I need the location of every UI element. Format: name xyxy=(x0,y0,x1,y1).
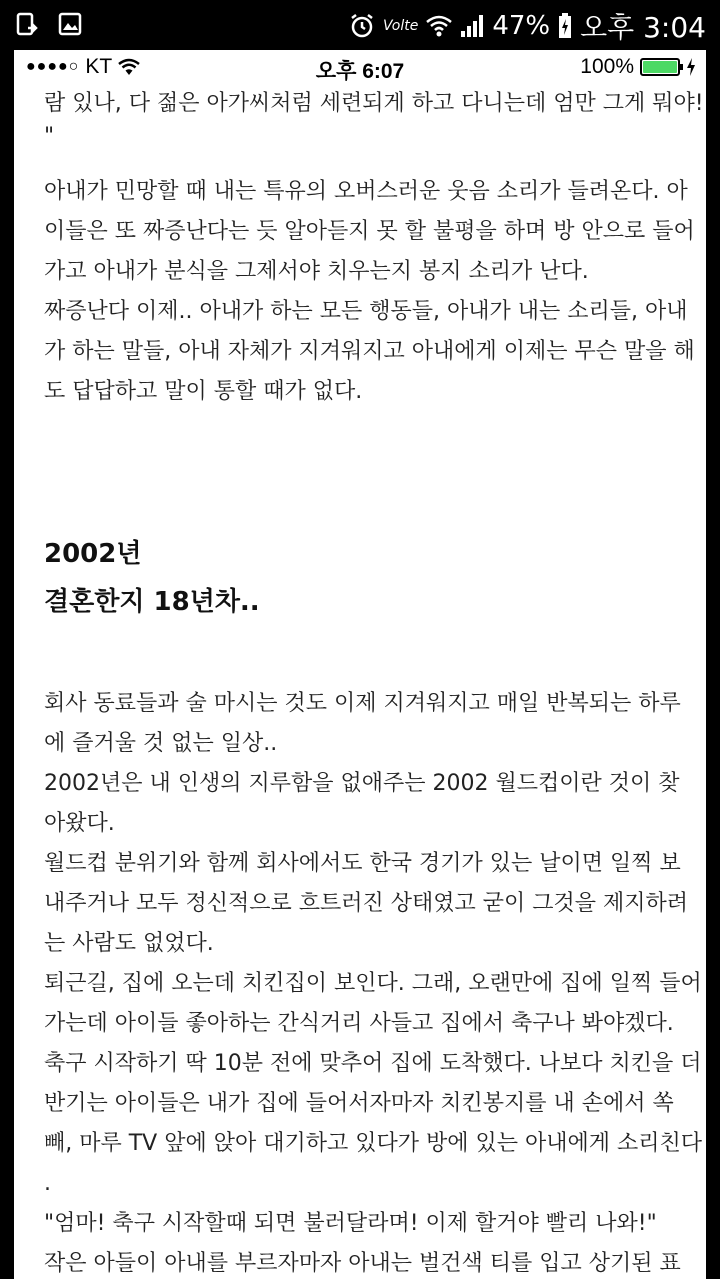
carrier-name: KT xyxy=(85,55,113,78)
text-line: 가 하는 말들, 아내 자체가 지겨워지고 아내에게 이제는 무슨 말을 해 xyxy=(44,339,695,364)
text-line: 2002년은 내 인생의 지루함을 없애주는 2002 월드컵이란 것이 찾 xyxy=(44,771,680,796)
text-line: 월드컵 분위기와 함께 회사에서도 한국 경기가 있는 날이면 일찍 보 xyxy=(44,851,681,876)
section-heading-year: 2002년 xyxy=(44,539,142,569)
text-line: 아왔다. xyxy=(44,811,115,836)
text-line: 반기는 아이들은 내가 집에 들어서자마자 치킨봉지를 내 손에서 쏙 xyxy=(44,1091,674,1116)
android-battery-percent: 47% xyxy=(492,11,551,41)
screenshot-notification-icon xyxy=(16,12,40,38)
gallery-notification-icon xyxy=(58,12,82,36)
text-line: . xyxy=(44,1171,51,1196)
ios-battery-percent: 100% xyxy=(580,55,634,78)
text-line: "엄마! 축구 시작할때 되면 불러달라며! 이제 할거야 빨리 나와!" xyxy=(44,1211,657,1236)
spacer xyxy=(44,150,678,172)
text-line: 가고 아내가 분식을 그제서야 치우는지 봉지 소리가 난다. xyxy=(44,259,589,284)
ios-battery xyxy=(580,55,696,79)
text-line: 이들은 또 짜증난다는 듯 알아듣지 못 할 불평을 하며 방 안으로 들어 xyxy=(44,219,695,244)
text-line: 가는데 아이들 좋아하는 간식거리 사들고 집에서 축구나 봐야겠다. xyxy=(44,1011,674,1036)
spacer xyxy=(44,626,678,684)
battery-fill xyxy=(643,61,677,73)
text-line: 퇴근길, 집에 오는데 치킨집이 보인다. 그래, 오랜만에 집에 일찍 들어 xyxy=(44,971,702,996)
ios-clock: 오후 6:07 xyxy=(315,60,405,83)
wifi-icon xyxy=(426,14,452,38)
phone-screenshot xyxy=(14,50,706,1279)
android-status-right xyxy=(349,6,706,46)
charging-bolt-icon xyxy=(686,58,696,76)
text-line: 에 즐거울 것 없는 일상.. xyxy=(44,731,278,756)
android-status-bar xyxy=(0,0,720,50)
battery-icon xyxy=(640,58,680,76)
text-line: 도 답답하고 말이 통할 때가 없다. xyxy=(44,379,363,404)
article-body xyxy=(14,84,706,1279)
alarm-icon xyxy=(349,13,375,39)
volte-indicator: Volte xyxy=(383,18,419,34)
text-line: 아내가 민망할 때 내는 특유의 오버스러운 웃음 소리가 들려온다. 아 xyxy=(44,179,688,204)
notification-icons xyxy=(16,12,82,38)
ios-status-bar xyxy=(14,50,706,84)
android-clock: 오후 3:04 xyxy=(580,11,706,44)
text-line: 내주거나 모두 정신적으로 흐트러진 상태였고 굳이 그것을 제지하려 xyxy=(44,891,689,916)
text-line: 빼, 마루 TV 앞에 앉아 대기하고 있다가 방에 있는 아내에게 소리친다 xyxy=(44,1131,702,1156)
section-heading-subtitle: 결혼한지 18년차.. xyxy=(44,587,260,617)
text-line: 람 있나, 다 젊은 아가씨처럼 세련되게 하고 다니는데 엄만 그게 뭐야! xyxy=(44,91,704,116)
text-line: 작은 아들이 아내를 부르자마자 아내는 벌건색 티를 입고 상기된 표 xyxy=(44,1251,681,1276)
signal-dots-icon: ●●●●○ xyxy=(26,58,80,75)
cell-signal-icon xyxy=(460,14,484,38)
battery-tip xyxy=(680,64,683,70)
text-line: 축구 시작하기 딱 10분 전에 맞추어 집에 도착했다. 나보다 치킨을 더 xyxy=(44,1051,702,1076)
text-line: 회사 동료들과 술 마시는 것도 이제 지겨워지고 매일 반복되는 하루 xyxy=(44,691,681,716)
text-line: 는 사람도 없었다. xyxy=(44,931,214,956)
battery-charging-icon xyxy=(558,13,572,39)
text-line: " xyxy=(44,124,55,149)
text-line: 짜증난다 이제.. 아내가 하는 모든 행동들, 아내가 내는 소리들, 아내 xyxy=(44,299,688,324)
spacer xyxy=(44,412,678,530)
